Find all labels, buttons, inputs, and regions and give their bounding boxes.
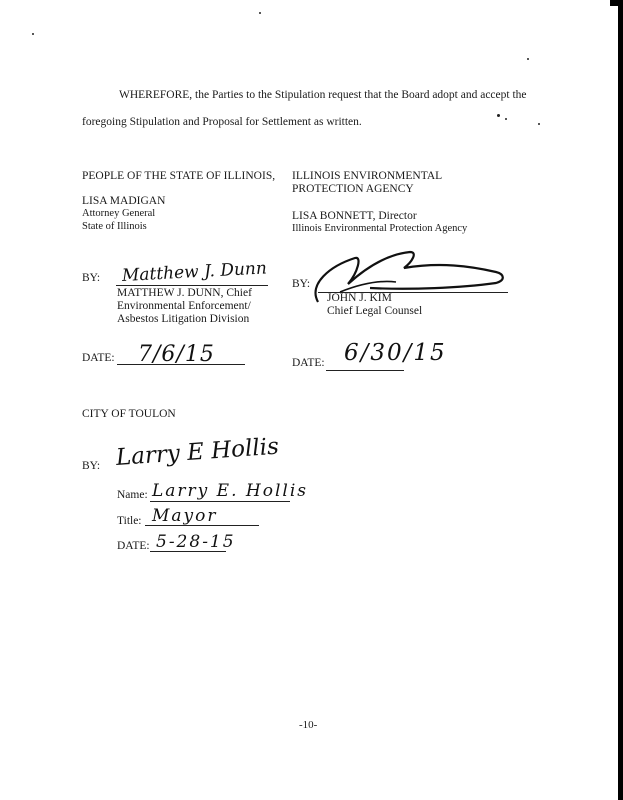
scan-speck (505, 118, 507, 120)
left-signer-title-2: Asbestos Litigation Division (117, 313, 250, 325)
right-party-name-line-1: ILLINOIS ENVIRONMENTAL (292, 170, 443, 182)
left-signature: Matthew J. Dunn (121, 258, 268, 286)
scan-speck (497, 114, 500, 117)
right-party-name-line-2: PROTECTION AGENCY (292, 183, 414, 195)
city-title-line (145, 525, 259, 526)
scan-speck (32, 33, 34, 35)
right-official-name: LISA BONNETT, Director (292, 210, 417, 222)
city-name-line (150, 501, 290, 502)
right-signer-title: Chief Legal Counsel (327, 305, 423, 317)
left-date-value: 7/6/15 (138, 342, 215, 367)
left-signer-name: MATTHEW J. DUNN, Chief (117, 287, 252, 299)
left-signer-title-1: Environmental Enforcement/ (117, 300, 251, 312)
city-date-value: 5-28-15 (156, 532, 236, 552)
scan-edge-top-right (610, 0, 623, 6)
scan-speck (259, 12, 261, 14)
city-signature: Larry E Hollis (115, 433, 280, 471)
right-official-org: Illinois Environmental Protection Agency (292, 223, 468, 234)
city-name-value: Larry E. Hollis (152, 481, 308, 501)
left-date-label: DATE: (82, 352, 115, 364)
left-official-title: Attorney General (82, 208, 156, 219)
left-date-line (117, 364, 245, 365)
right-by-label: BY: (292, 278, 311, 290)
right-date-value: 6/30/15 (344, 340, 447, 366)
page-number: -10- (299, 719, 318, 731)
city-date-label: DATE: (117, 540, 150, 552)
left-signature-line (116, 285, 268, 286)
left-party-name: PEOPLE OF THE STATE OF ILLINOIS, (82, 170, 276, 182)
right-date-label: DATE: (292, 357, 325, 369)
scan-edge-right (618, 0, 623, 800)
left-by-label: BY: (82, 272, 101, 284)
city-name: CITY OF TOULON (82, 408, 176, 420)
city-date-line (150, 551, 226, 552)
city-title-value: Mayor (152, 506, 218, 526)
city-name-label: Name: (117, 489, 148, 501)
left-official-org: State of Illinois (82, 221, 147, 232)
left-official-name: LISA MADIGAN (82, 195, 166, 207)
right-signer-name: JOHN J. KIM (327, 292, 392, 304)
city-title-label: Title: (117, 515, 142, 527)
intro-line-1: WHEREFORE, the Parties to the Stipulation request that the Board adopt and accept the (119, 89, 527, 101)
right-date-line (326, 370, 404, 371)
scan-speck (538, 123, 540, 125)
intro-line-2: foregoing Stipulation and Proposal for Settlement as written. (82, 116, 362, 128)
city-by-label: BY: (82, 460, 101, 472)
scan-speck (527, 58, 529, 60)
